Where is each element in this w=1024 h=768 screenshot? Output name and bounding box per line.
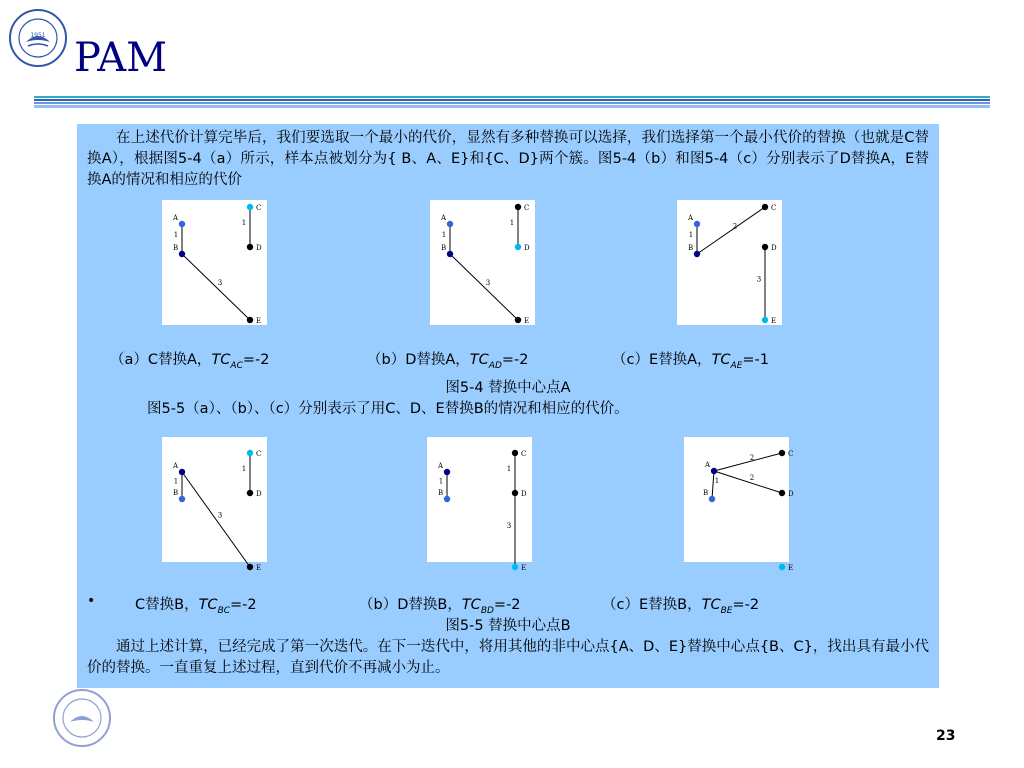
edge-weight-label: 3 [756,275,762,284]
slide-title: PAM [74,35,168,81]
node-label-A: A [441,214,447,222]
figure-5-5-title: 图5-5 替换中心点B [445,618,571,634]
edge-weight-label: 1 [173,477,179,486]
node-label-C: C [521,450,527,458]
edge-weight-label: 1 [688,231,694,239]
node-C [247,204,253,210]
svg-text:1951: 1951 [30,32,46,39]
node-E [779,564,785,570]
node-A [179,221,185,227]
node-label-E: E [771,317,777,325]
node-C [762,204,768,210]
node-label-C: C [256,204,262,212]
node-D [247,244,253,250]
edge-weight-label: 1 [509,219,515,227]
conclusion-paragraph: 通过上述计算，已经完成了第一次迭代。在下一迭代中，将用其他的非中心点{A、D、E}替换中心点{B、C}，找出具有最小代价的替换。一直重复上述过程，直到代价不再减小为止。 [87,639,929,676]
edge-A-B [712,471,714,499]
node-D [779,490,785,496]
node-label-E: E [256,317,262,325]
node-A [711,468,717,474]
content-panel [77,124,939,688]
node-label-D: D [256,490,262,498]
node-D [247,490,253,496]
edge-weight-label: 3 [506,522,512,530]
title-underline-bars [34,96,990,108]
edge-B-E [182,254,250,320]
edge-weight-label: 1 [714,477,720,485]
node-label-B: B [173,489,179,497]
node-D [515,244,521,250]
edge-weight-label: 1 [241,219,247,227]
node-label-E: E [788,564,794,572]
edge-A-E [182,472,250,567]
node-label-E: E [524,317,530,325]
diagram-fig55-c [684,437,794,572]
edge-weight-label: 1 [241,465,247,473]
node-B [179,251,185,257]
node-label-A: A [705,461,711,469]
caption-fig55-a: C替换B，$TC_{BC}=-2$ [135,597,257,616]
bullet-marker: • [87,593,96,609]
node-B [444,496,450,502]
diagram-fig55-b [427,437,532,572]
node-label-A: A [438,462,444,470]
node-label-B: B [703,489,709,497]
edge-weight-label: 2 [749,454,755,462]
node-B [694,251,700,257]
node-D [762,244,768,250]
node-A [694,221,700,227]
edge-A-C [714,453,782,471]
edge-weight-label: 3 [217,511,223,520]
node-label-B: B [441,244,447,252]
node-label-C: C [788,450,794,458]
node-C [512,450,518,456]
edge-weight-label: 3 [217,279,223,287]
node-label-D: D [771,244,777,252]
node-E [247,317,253,323]
caption-fig54-c: （c）E替换A，$TC_{AE}=-1$ [612,352,769,371]
edge-weight-label: 3 [485,279,491,287]
node-label-C: C [524,204,530,212]
node-label-D: D [256,244,262,252]
node-B [447,251,453,257]
node-A [447,221,453,227]
edge-weight-label: 2 [749,474,755,482]
university-seal-logo [8,8,68,68]
caption-fig55-c: （c）E替换B，$TC_{BE}=-2$ [602,597,760,616]
edge-weight-label: 1 [173,231,179,239]
edge-weight-label: 1 [438,477,444,486]
edge-weight-label: 2 [732,222,738,231]
node-label-C: C [771,204,777,212]
node-E [247,564,253,570]
node-label-A: A [173,214,179,222]
node-label-E: E [521,564,527,572]
node-E [762,317,768,323]
caption-fig55-b: （b）D替换B，$TC_{BD}=-2$ [359,597,521,616]
node-E [512,564,518,570]
node-label-A: A [173,462,179,470]
edge-B-C [697,207,765,254]
intro-paragraph: 在上述代价计算完毕后，我们要选取一个最小的代价，显然有多种替换可以选择，我们选择第一个最小代价的替换（也就是C替换A），根据图5-4（a）所示，样本点被划分为{ B、A、E}和{C、D}两个簇。图5-4（b）和图5-4（c）分别表示了D替换A，E替换A的情况和相应的代价 [87,130,929,188]
edge-A-D [714,471,782,493]
node-A [444,469,450,475]
page-number: 23 [936,728,956,744]
diagram-fig54-b [430,200,535,325]
node-label-C: C [256,450,262,458]
edge-B-E [450,254,518,320]
figure-5-5-intro: 图5-5（a）、（b）、（c）分别表示了用C、D、E替换B的情况和相应的代价。 [147,401,629,417]
node-label-A: A [688,214,694,222]
figure-5-4-title: 图5-4 替换中心点A [445,380,571,396]
node-label-B: B [688,244,694,252]
node-label-D: D [521,490,527,498]
university-seal-watermark [52,688,112,748]
diagram-fig54-c [677,200,782,325]
diagram-fig55-a [162,437,267,572]
node-C [779,450,785,456]
node-C [247,450,253,456]
node-D [512,490,518,496]
node-B [179,496,185,502]
edge-weight-label: 1 [506,465,512,473]
caption-fig54-a: （a）C替换A，$TC_{AC}=-2$ [110,352,270,371]
edge-weight-label: 1 [441,231,447,239]
node-label-E: E [256,564,262,572]
node-B [709,496,715,502]
node-label-D: D [788,490,794,498]
node-label-B: B [438,489,444,497]
caption-fig54-b: （b）D替换A，$TC_{AD}=-2$ [367,352,529,371]
diagram-fig54-a [162,200,267,325]
node-E [515,317,521,323]
node-C [515,204,521,210]
node-label-B: B [173,244,179,252]
node-label-D: D [524,244,530,252]
node-A [179,469,185,475]
